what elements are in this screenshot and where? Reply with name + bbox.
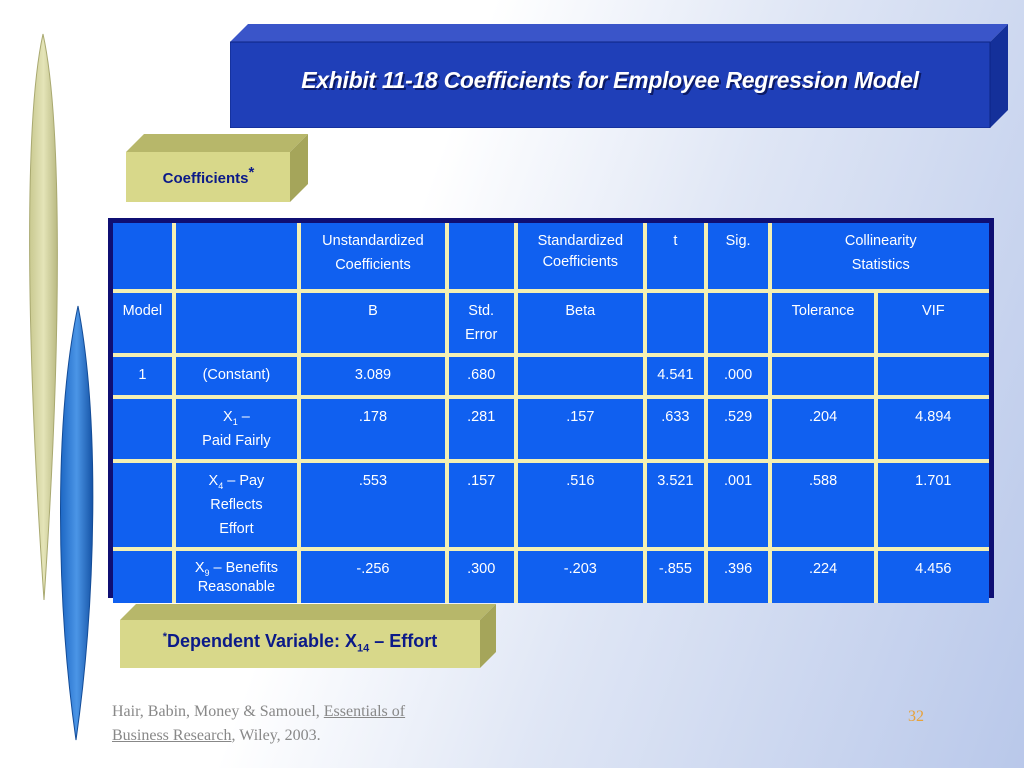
se-cell: .680	[449, 357, 518, 399]
tolerance-cell	[772, 357, 877, 399]
sig-cell: .529	[708, 399, 773, 463]
vif-cell: 1.701	[878, 463, 989, 551]
beta-cell: .516	[518, 463, 647, 551]
b-cell: .178	[301, 399, 449, 463]
vif-cell: 4.456	[878, 551, 989, 603]
sig-cell: .396	[708, 551, 773, 603]
beta-header: Beta	[518, 293, 647, 357]
unstandardized-header: Unstandardized Coefficients	[301, 223, 449, 293]
olive-leaf-shape	[30, 34, 58, 600]
table-row	[113, 551, 989, 603]
page-number: 32	[908, 708, 924, 725]
b-cell: 3.089	[301, 357, 449, 399]
std-error-header: Std. Error	[449, 293, 518, 357]
table-row	[113, 463, 989, 551]
model-cell	[113, 463, 176, 551]
coefficients-table	[108, 218, 994, 598]
header-cell	[176, 223, 301, 293]
standardized-header: Standardized Coefficients	[518, 223, 647, 293]
sig-header: Sig.	[708, 223, 773, 293]
header-row-1	[113, 223, 989, 293]
b-header: B	[301, 293, 449, 357]
tolerance-cell: .204	[772, 399, 877, 463]
blue-leaf-shape	[61, 306, 93, 740]
collinearity-header: Collinearity Statistics	[772, 223, 989, 293]
decorative-leaves	[0, 0, 110, 768]
tolerance-header: Tolerance	[772, 293, 877, 357]
model-cell	[113, 551, 176, 603]
sig-cell: .000	[708, 357, 773, 399]
coefficients-label-box	[126, 134, 308, 202]
page-title: Exhibit 11-18 Coefficients for Employee Regression Model	[301, 67, 919, 93]
se-cell: .281	[449, 399, 518, 463]
citation: Hair, Babin, Money & Samouel, Essentials of Business Research, Wiley, 2003.	[112, 703, 406, 744]
vif-cell	[878, 357, 989, 399]
header-cell	[449, 223, 518, 293]
variable-cell: $X_9$ – Benefits Reasonable	[176, 551, 301, 603]
table-row	[113, 357, 989, 399]
b-cell: .553	[301, 463, 449, 551]
vif-header: VIF	[878, 293, 989, 357]
variable-cell: $X_4$ – Pay Reflects Effort	[176, 463, 301, 551]
header-cell	[708, 293, 773, 357]
beta-cell: .157	[518, 399, 647, 463]
book-title-link-cont[interactable]: Business Research	[112, 727, 232, 744]
header-cell	[176, 293, 301, 357]
model-cell	[113, 399, 176, 463]
coefficients-label: Coefficients*	[162, 164, 255, 187]
b-cell: -.256	[301, 551, 449, 603]
model-cell: 1	[113, 357, 176, 399]
tolerance-cell: .588	[772, 463, 877, 551]
title-banner	[230, 24, 1008, 128]
t-cell: 4.541	[647, 357, 708, 399]
tolerance-cell: .224	[772, 551, 877, 603]
t-header: t	[647, 223, 708, 293]
beta-cell: -.203	[518, 551, 647, 603]
variable-cell: $X_1$ – Paid Fairly	[176, 399, 301, 463]
header-row-2	[113, 293, 989, 357]
header-cell	[647, 293, 708, 357]
se-cell: .300	[449, 551, 518, 603]
dependent-variable-box	[120, 604, 496, 668]
sig-cell: .001	[708, 463, 773, 551]
t-cell: 3.521	[647, 463, 708, 551]
header-cell	[113, 223, 176, 293]
book-title-link[interactable]: Essentials of	[323, 703, 406, 720]
variable-cell: (Constant)	[176, 357, 301, 399]
t-cell: .633	[647, 399, 708, 463]
beta-cell	[518, 357, 647, 399]
table-row	[113, 399, 989, 463]
vif-cell: 4.894	[878, 399, 989, 463]
se-cell: .157	[449, 463, 518, 551]
dependent-variable-label: *Dependent Variable: $X_{14}$ – Effort	[162, 631, 438, 655]
model-header: Model	[113, 293, 176, 357]
t-cell: -.855	[647, 551, 708, 603]
